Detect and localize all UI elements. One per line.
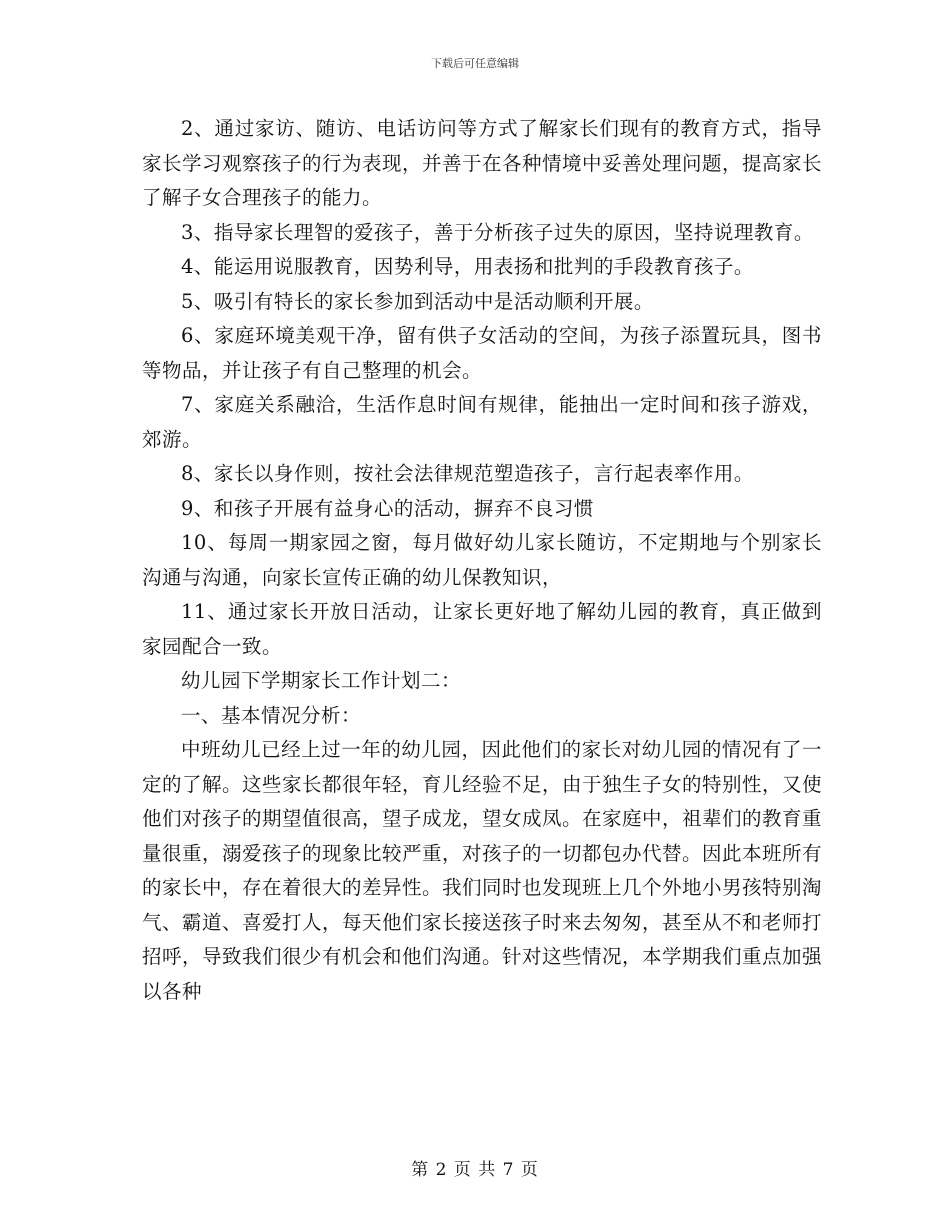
paragraph-item-8: 8、家长以身作则，按社会法律规范塑造孩子，言行起表率作用。 — [181, 462, 754, 485]
paragraph-item-6: 6、家庭环境美观干净，留有供子女活动的空间，为孩子添置玩具，图书等物品，并让孩子有自己整理的机会。 — [142, 324, 822, 382]
footer-mid2: 共 — [478, 1160, 497, 1180]
document-body — [142, 112, 822, 1009]
paragraph-item-5: 5、吸引有特长的家长参加到活动中是活动顺利开展。 — [181, 289, 654, 313]
paragraph-item-10: 10、每周一期家园之窗，每月做好幼儿家长随访，不定期地与个别家长沟通与沟通，向家长宣传正确的幼儿保教知识， — [142, 531, 822, 589]
paragraph-item-9: 9、和孩子开展有益身心的活动，摒弃不良习惯 — [181, 496, 594, 520]
section-heading-basic-analysis: 一、基本情况分析： — [181, 703, 362, 727]
paragraph-item-3: 3、指导家长理智的爱孩子，善于分析孩子过失的原因，坚持说理教育。 — [181, 220, 814, 244]
section-title-plan-two: 幼儿园下学期家长工作计划二： — [181, 669, 462, 692]
page-footer — [0, 1155, 950, 1180]
paragraph-item-7: 7、家庭关系融洽，生活作息时间有规律，能抽出一定时间和孩子游戏，郊游。 — [142, 393, 822, 451]
paragraph-analysis: 中班幼儿已经上过一年的幼儿园，因此他们的家长对幼儿园的情况有了一定的了解。这些家长都很年轻，育儿经验不足，由于独生子女的特别性，又使他们对孩子的期望值很高，望子成龙，望女成凤。在家庭中，祖辈们的教育重量很重，溺爱孩子的现象比较严重，对孩子的一切都包办代替。因此本班所有的家长中，存在着很大的差异性。我们同时也发现班上几个外地小男孩特别淘气、霸道、喜爱打人，每天他们家长接送孩子时来去匆匆，甚至从不和老师打招呼，导致我们很少有机会和他们沟通。针对这些情况，本学期我们重点加强以各种 — [142, 738, 823, 1003]
footer-prefix: 第 — [411, 1160, 430, 1180]
paragraph-item-2: 2、通过家访、随访、电话访问等方式了解家长们现有的教育方式，指导家长学习观察孩子的行为表现，并善于在各种情境中妥善处理问题，提高家长了解子女合理孩子的能力。 — [142, 117, 823, 209]
paragraph-item-11: 11、通过家长开放日活动，让家长更好地了解幼儿园的教育，真正做到家园配合一致。 — [142, 600, 822, 658]
page-header-note: 下载后可任意编辑 — [431, 57, 519, 70]
footer-current-page: 2 — [435, 1160, 448, 1180]
footer-mid1: 页 — [453, 1160, 472, 1180]
paragraph-item-4: 4、能运用说服教育，因势利导，用表扬和批判的手段教育孩子。 — [181, 255, 754, 278]
footer-total-pages: 7 — [502, 1160, 515, 1180]
footer-suffix: 页 — [520, 1160, 539, 1180]
